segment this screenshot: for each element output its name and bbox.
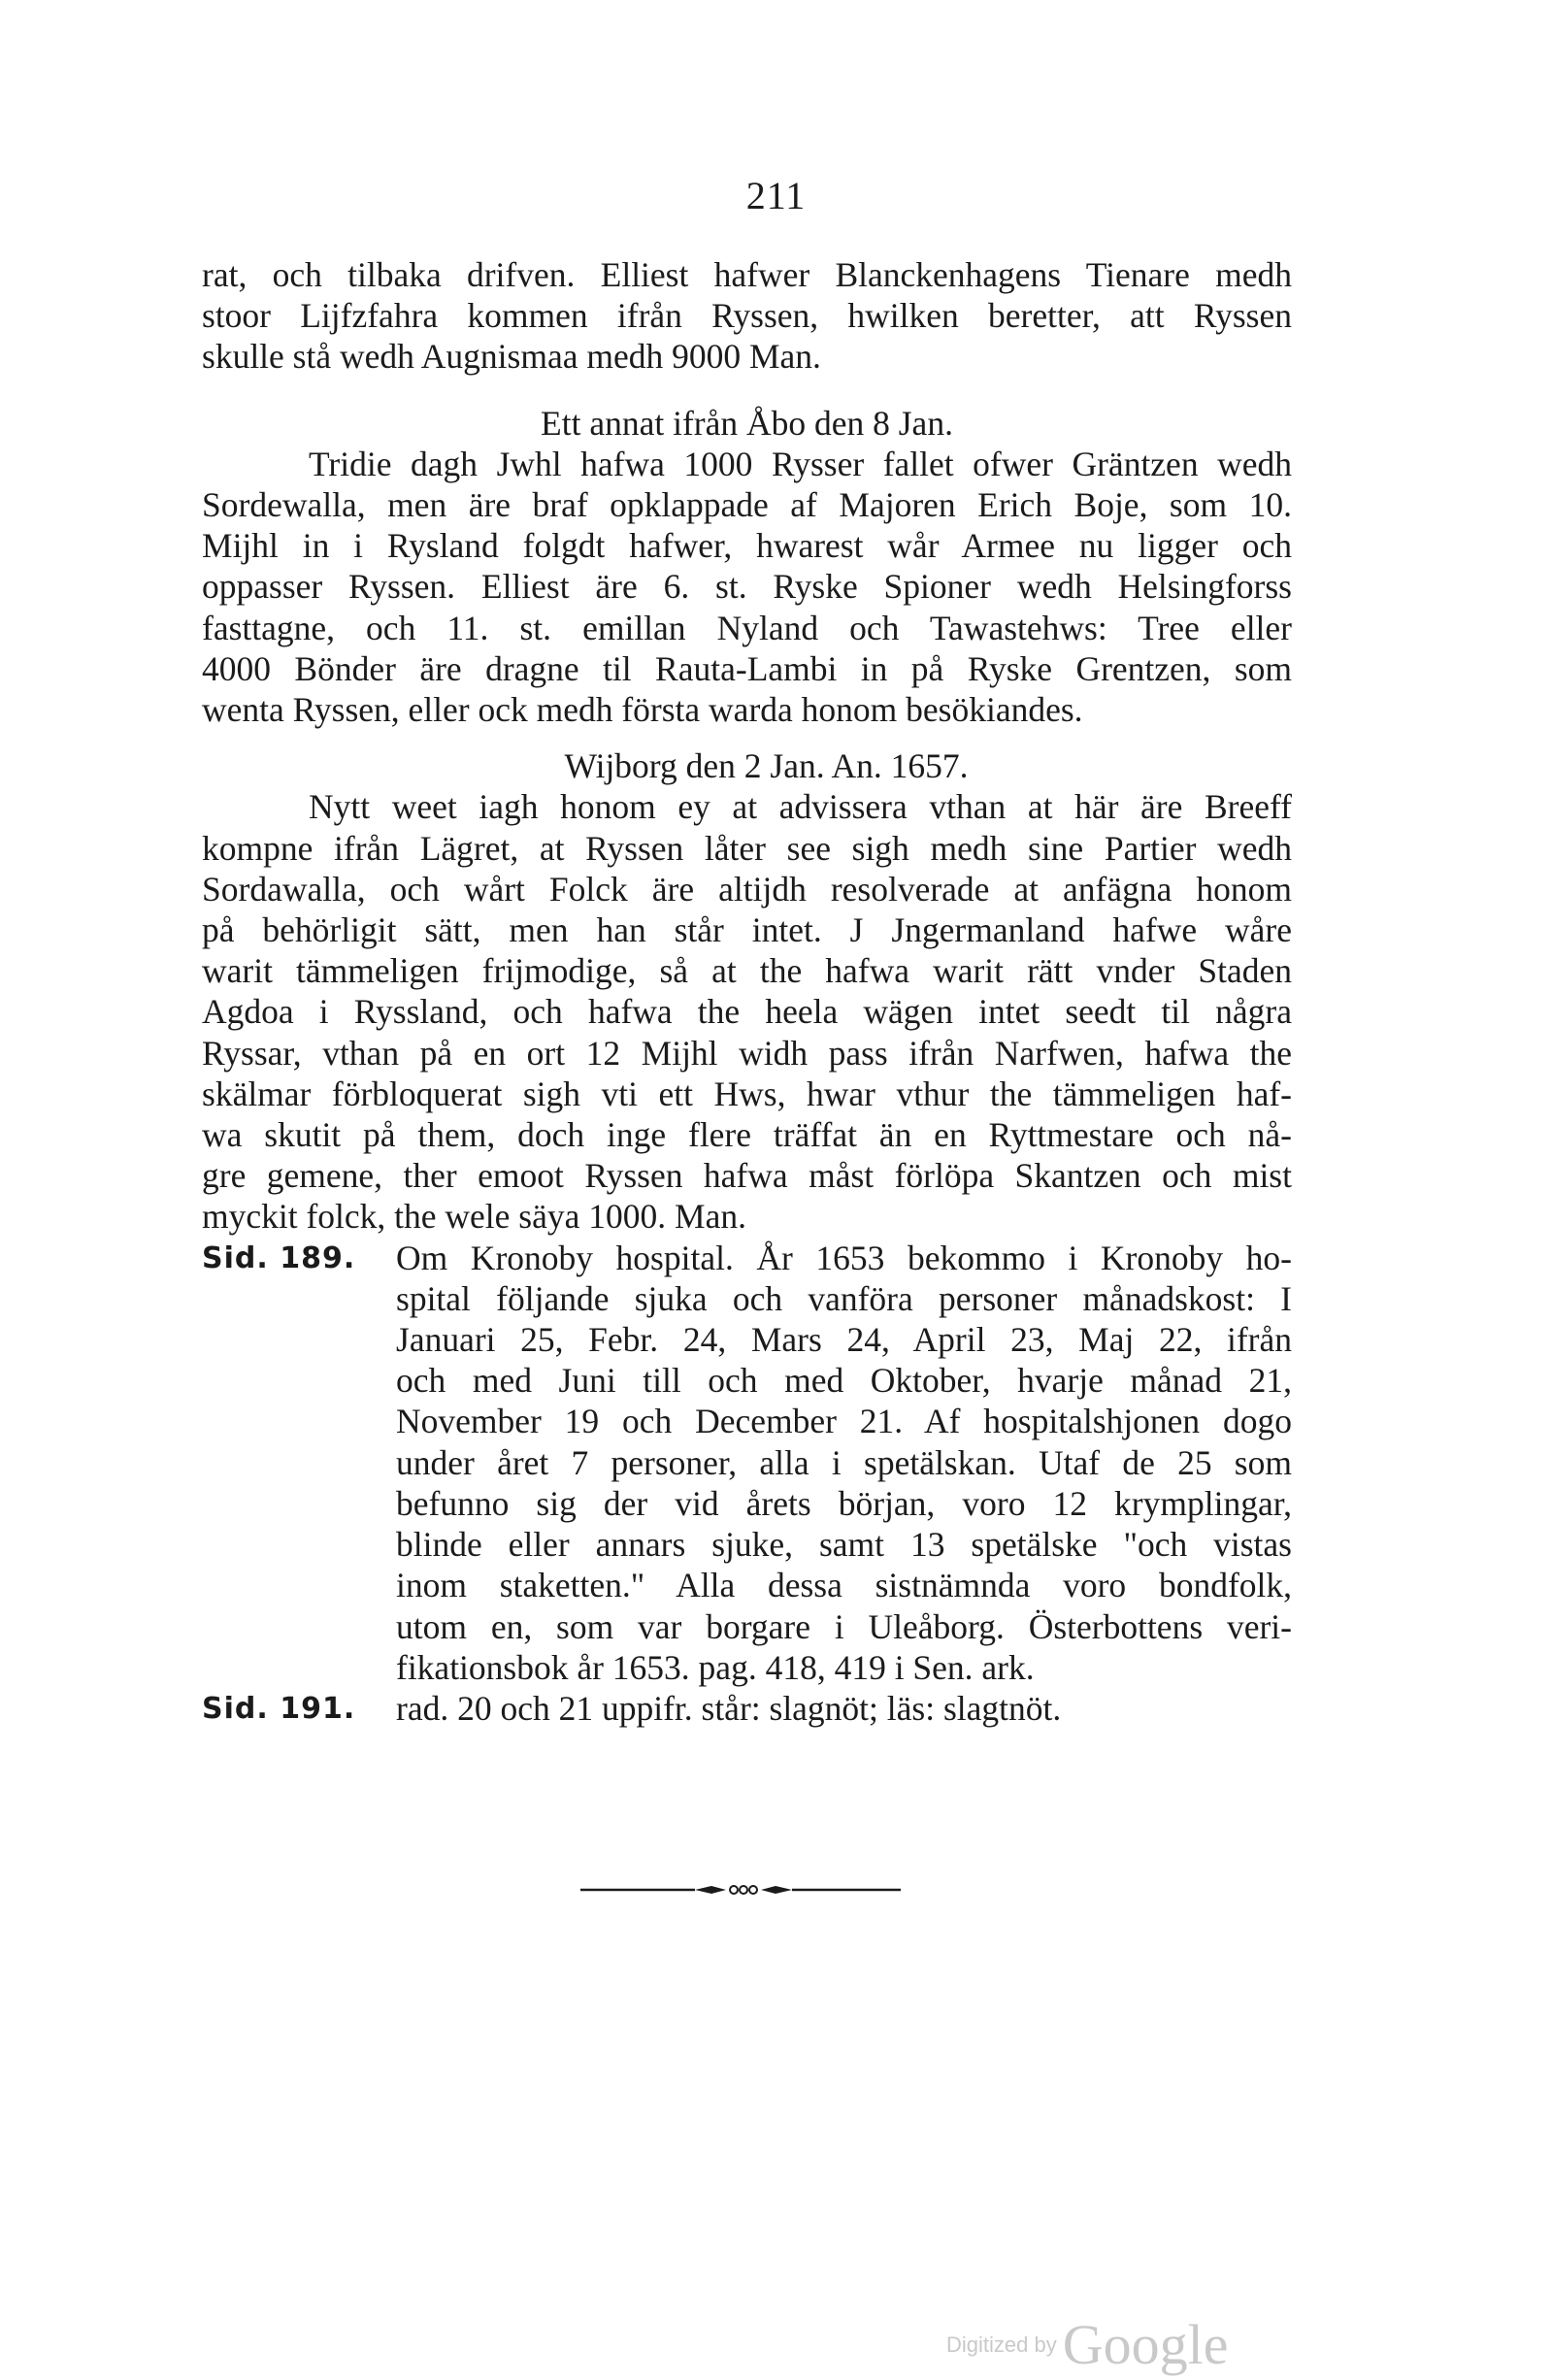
text-line: rad. 20 och 21 uppifr. står: slagnöt; läs: slagtnöt. <box>396 1688 1062 1728</box>
note-body <box>396 1238 1292 1688</box>
text-line: Mijhl in i Rysland folgdt hafwer, hwarest wår Armee nu ligger och <box>202 526 1292 566</box>
text-line: 4000 Bönder äre dragne til Rauta-Lambi in på Ryske Grentzen, som <box>202 648 1292 688</box>
text-line: November 19 och December 21. Af hospitalshjonen dogo <box>396 1402 1292 1441</box>
paragraph-wijborg-report <box>202 786 1292 1237</box>
text-line: Ryssar, vthan på en ort 12 Mijhl widh pass ifrån Narfwen, hafwa the <box>202 1033 1292 1073</box>
text-line: inom staketten." Alla dessa sistnämnda voro bondfolk, <box>396 1566 1292 1605</box>
dateline-wijborg: Wijborg den 2 Jan. An. 1657. <box>564 746 969 786</box>
text-line: Agdoa i Ryssland, och hafwa the heela wägen intet seedt til några <box>202 992 1292 1032</box>
text-line: warit tämmeligen frijmodige, så at the hafwa warit rätt vnder Staden <box>202 951 1292 991</box>
text-line: wenta Ryssen, eller ock medh första warda honom besökiandes. <box>202 690 1083 730</box>
opening-paragraph <box>202 254 1292 378</box>
text-line: rat, och tilbaka drifven. Elliest hafwer Blanckenhagens Tienare medh <box>202 255 1292 294</box>
note-reference: Sid. 189. <box>202 1240 356 1275</box>
digitized-by-google-watermark <box>946 2312 1228 2380</box>
text-line: stoor Lijfzfahra kommen ifrån Ryssen, hwilken beretter, att Ryssen <box>202 296 1292 336</box>
text-line: wa skutit på them, doch inge flere träffat än en Ryttmestare och nå- <box>202 1115 1292 1155</box>
text-line: myckit folck, the wele säya 1000. Man. <box>202 1197 746 1237</box>
ornamental-divider <box>580 1883 901 1897</box>
text-line: Tridie dagh Jwhl hafwa 1000 Rysser fallet ofwer Gräntzen wedh <box>309 444 1292 483</box>
text-line: under året 7 personer, alla i spetälskan. Utaf de 25 som <box>396 1442 1292 1482</box>
text-line: på behörligit sätt, men han står intet. J Jngermanland hafwe wåre <box>202 910 1292 950</box>
text-line: Sordawalla, och wårt Folck äre altijdh resolverade at anfägna honom <box>202 869 1292 909</box>
text-line: blinde eller annars sjuke, samt 13 spetälske "och vistas <box>396 1525 1292 1565</box>
note-sid-189 <box>202 1238 1292 1688</box>
text-line: skulle stå wedh Augnismaa medh 9000 Man. <box>202 337 821 377</box>
text-line: Om Kronoby hospital. År 1653 bekommo i Kronoby ho- <box>396 1238 1292 1277</box>
text-line: fasttagne, och 11. st. emillan Nyland och Tawastehws: Tree eller <box>202 608 1292 647</box>
text-line: Sordewalla, men äre braf opklappade af Majoren Erich Boje, som 10. <box>202 485 1292 525</box>
text-line: och med Juni till och med Oktober, hvarje månad 21, <box>396 1361 1292 1401</box>
note-sid-191 <box>202 1688 1292 1730</box>
paragraph-abo-report <box>202 444 1292 730</box>
note-body <box>396 1688 1292 1730</box>
text-line: Januari 25, Febr. 24, Mars 24, April 23, Maj 22, ifrån <box>396 1320 1292 1360</box>
page-body <box>202 254 1292 1730</box>
text-line: befunno sig der vid årets början, voro 12 krymplingar, <box>396 1483 1292 1523</box>
watermark-prefix: Digitized by <box>946 2331 1057 2357</box>
text-line: kompne ifrån Lägret, at Ryssen låter see sigh medh sine Partier wedh <box>202 828 1292 868</box>
note-reference: Sid. 191. <box>202 1691 356 1726</box>
text-line: fikationsbok år 1653. pag. 418, 419 i Sen. ark. <box>396 1647 1035 1687</box>
page-number: 211 <box>745 174 807 217</box>
google-logo: Google <box>1062 2313 1229 2376</box>
text-line: spital följande sjuka och vanföra personer månadskost: I <box>396 1278 1292 1318</box>
text-line: utom en, som var borgare i Uleåborg. Österbottens veri- <box>396 1606 1292 1646</box>
text-line: gre gemene, ther emoot Ryssen hafwa måst förlöpa Skantzen och mist <box>202 1156 1292 1196</box>
text-line: oppasser Ryssen. Elliest äre 6. st. Ryske Spioner wedh Helsingforss <box>202 567 1292 607</box>
dateline-abo: Ett annat ifrån Åbo den 8 Jan. <box>541 403 953 443</box>
text-line: Nytt weet iagh honom ey at advissera vthan at här äre Breeff <box>309 787 1292 827</box>
text-line: skälmar förbloquerat sigh vti ett Hws, hwar vthur the tämmeligen haf- <box>202 1074 1292 1113</box>
